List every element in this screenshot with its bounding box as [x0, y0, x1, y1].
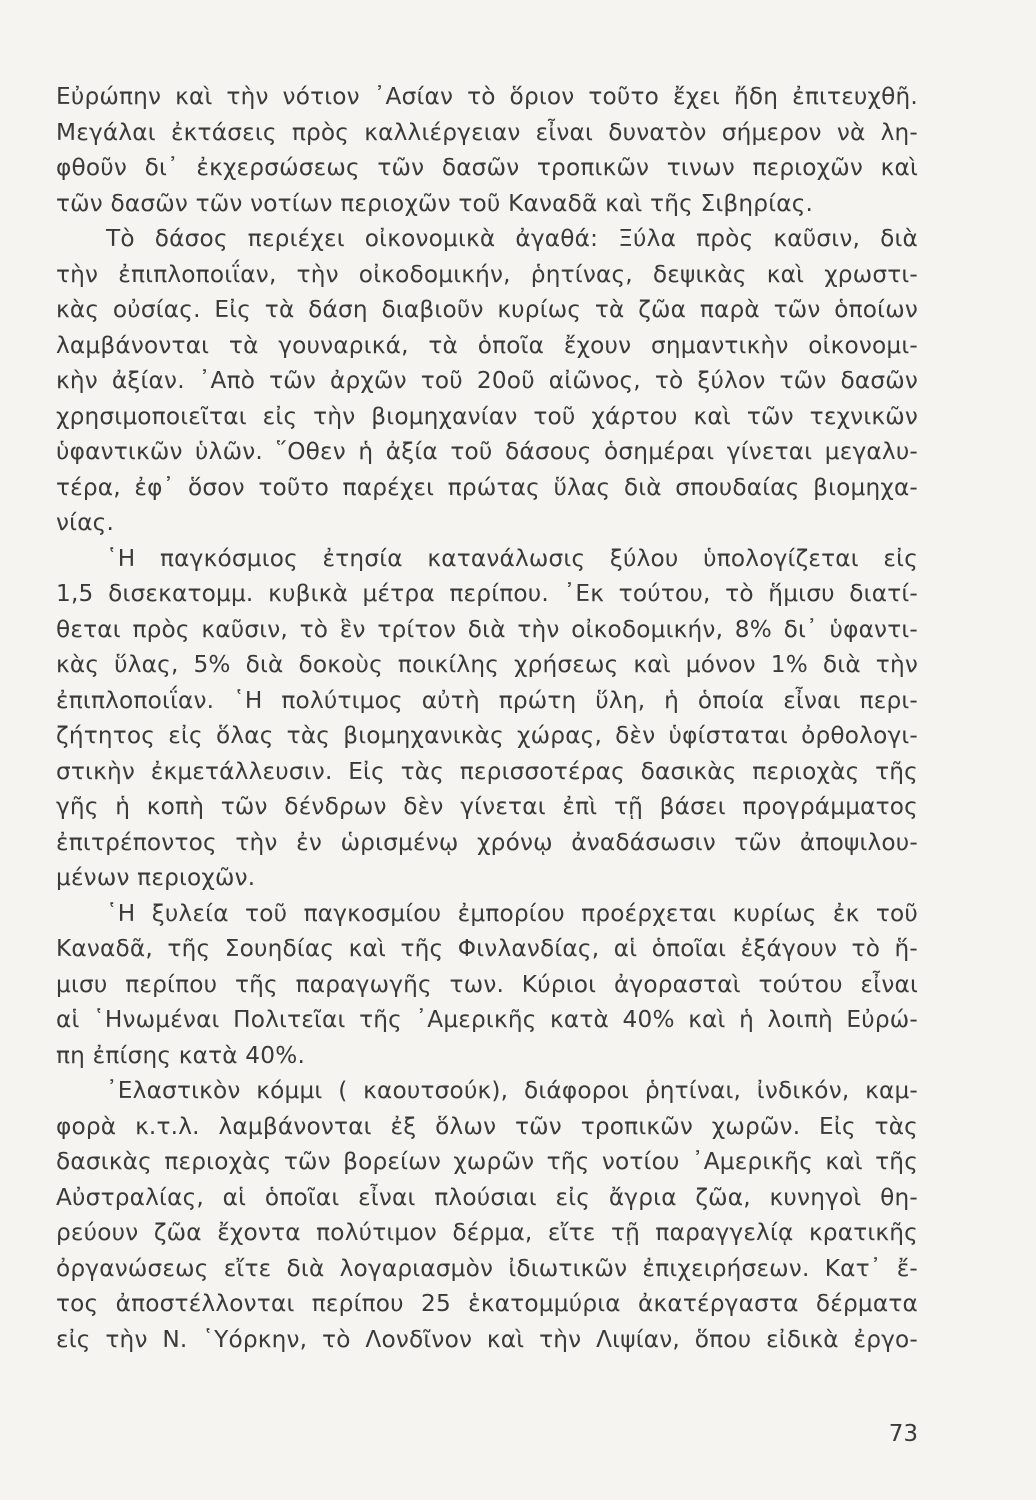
body-text [56, 79, 918, 1357]
text-line: στικὴν ἐκμετάλλευσιν. Εἰς τὰς περισσοτέρας δασικὰς περιοχὰς τῆς [56, 757, 918, 785]
text-line: ζήτητος εἰς ὅλας τὰς βιομηχανικὰς χώρας, δὲν ὑφίσταται ὀρθολογι- [56, 722, 918, 749]
text-line: τέρα, ἐφ᾿ ὅσον τοῦτο παρέχει πρώτας ὕλας διὰ σπουδαίας βιομηχα- [56, 473, 918, 501]
text-line: 1,5 δισεκατομμ. κυβικὰ μέτρα περίπου. ᾿Εκ τούτου, τὸ ἥμισυ διατί- [56, 580, 918, 607]
text-line: τος ἀποστέλλονται περίπου 25 ἑκατομμύρια ἀκατέργαστα δέρματα [56, 1290, 918, 1317]
text-line: μισυ περίπου τῆς παραγωγῆς των. Κύριοι ἀγορασταὶ τούτου εἶναι [56, 970, 918, 998]
text-line: τῶν δασῶν τῶν νοτίων περιοχῶν τοῦ Καναδᾶ καὶ τῆς Σιβηρίας. [56, 189, 814, 217]
text-line: ὀργανώσεως εἴτε διὰ λογαριασμὸν ἰδιωτικῶν ἐπιχειρήσεων. Κατ᾿ ἔ- [56, 1254, 918, 1282]
text-line: ἐπιπλοποιΐαν. ῾Η πολύτιμος αὐτὴ πρώτη ὕλη, ἡ ὁποία εἶναι περι- [56, 686, 918, 714]
page-number: 73 [888, 1421, 918, 1447]
text-line: ῾Η παγκόσμιος ἐτησία κατανάλωσις ξύλου ὑπολογίζεται εἰς [106, 544, 918, 572]
text-line: πη ἐπίσης κατὰ 40%. [56, 1041, 306, 1069]
text-line: μένων περιοχῶν. [56, 864, 256, 891]
text-line: εἰς τὴν Ν. ῾Υόρκην, τὸ Λονδῖνον καὶ τὴν Λιψίαν, ὅπου εἰδικὰ ἐργο- [56, 1325, 918, 1353]
text-line: γῆς ἡ κοπὴ τῶν δένδρων δὲν γίνεται ἐπὶ τῇ βάσει προγράμματος [56, 793, 918, 820]
text-line: Εὐρώπην καὶ τὴν νότιον ᾿Ασίαν τὸ ὅριον τοῦτο ἔχει ἤδη ἐπιτευχθῆ. [56, 83, 918, 110]
text-line: φθοῦν δι᾿ ἐκχερσώσεως τῶν δασῶν τροπικῶν τινων περιοχῶν καὶ [56, 154, 918, 181]
text-line: ᾿Ελαστικὸν κόμμι ( καουτσούκ), διάφοροι ῥητίναι, ἰνδικόν, καμ- [106, 1077, 918, 1104]
text-line: θεται πρὸς καῦσιν, τὸ ἓν τρίτον διὰ τὴν οἰκοδομικήν, 8% δι᾿ ὑφαντι- [56, 615, 918, 643]
text-line: κὰς ὕλας, 5% διὰ δοκοὺς ποικίλης χρήσεως καὶ μόνον 1% διὰ τὴν [56, 651, 918, 678]
text-line: ῾Η ξυλεία τοῦ παγκοσμίου ἐμπορίου προέρχεται κυρίως ἐκ τοῦ [106, 899, 918, 927]
text-line: κὰς οὐσίας. Εἰς τὰ δάση διαβιοῦν κυρίως τὰ ζῶα παρὰ τῶν ὁποίων [56, 296, 918, 323]
text-line: ρεύουν ζῶα ἔχοντα πολύτιμον δέρμα, εἴτε τῇ παραγγελίᾳ κρατικῆς [56, 1219, 918, 1246]
text-line: δασικὰς περιοχὰς τῶν βορείων χωρῶν τῆς νοτίου ᾿Αμερικῆς καὶ τῆς [56, 1148, 918, 1175]
text-line: χρησιμοποιεῖται εἰς τὴν βιομηχανίαν τοῦ χάρτου καὶ τῶν τεχνικῶν [56, 402, 918, 430]
text-line: αἱ ῾Ηνωμέναι Πολιτεῖαι τῆς ᾿Αμερικῆς κατὰ 40% καὶ ἡ λοιπὴ Εὐρώ- [56, 1006, 918, 1033]
text-line: λαμβάνονται τὰ γουναρικά, τὰ ὁποῖα ἔχουν σημαντικὴν οἰκονομι- [56, 331, 918, 359]
text-line: τὴν ἐπιπλοποιΐαν, τὴν οἰκοδομικήν, ῥητίνας, δεψικὰς καὶ χρωστι- [56, 260, 918, 288]
text-line: νίας. [56, 509, 115, 536]
text-line: κὴν ἀξίαν. ᾿Απὸ τῶν ἀρχῶν τοῦ 20οῦ αἰῶνος, τὸ ξύλον τῶν δασῶν [56, 367, 918, 394]
text-line: ὑφαντικῶν ὑλῶν. ῞Οθεν ἡ ἀξία τοῦ δάσους ὁσημέραι γίνεται μεγαλυ- [56, 438, 918, 465]
text-line: Καναδᾶ, τῆς Σουηδίας καὶ τῆς Φινλανδίας, αἱ ὁποῖαι ἐξάγουν τὸ ἥ- [56, 935, 918, 962]
text-line: φορὰ κ.τ.λ. λαμβάνονται ἐξ ὅλων τῶν τροπικῶν χωρῶν. Εἰς τὰς [56, 1112, 918, 1140]
text-line: Μεγάλαι ἐκτάσεις πρὸς καλλιέργειαν εἶναι δυνατὸν σήμερον νὰ λη- [56, 118, 918, 146]
text-line: Αὐστραλίας, αἱ ὁποῖαι εἶναι πλούσιαι εἰς ἄγρια ζῶα, κυνηγοὶ θη- [56, 1183, 918, 1211]
text-line: Τὸ δάσος περιέχει οἰκονομικὰ ἀγαθά: Ξύλα πρὸς καῦσιν, διὰ [106, 225, 918, 252]
text-line: ἐπιτρέποντος τὴν ἐν ὡρισμένῳ χρόνῳ ἀναδάσωσιν τῶν ἀποψιλου- [56, 828, 918, 856]
